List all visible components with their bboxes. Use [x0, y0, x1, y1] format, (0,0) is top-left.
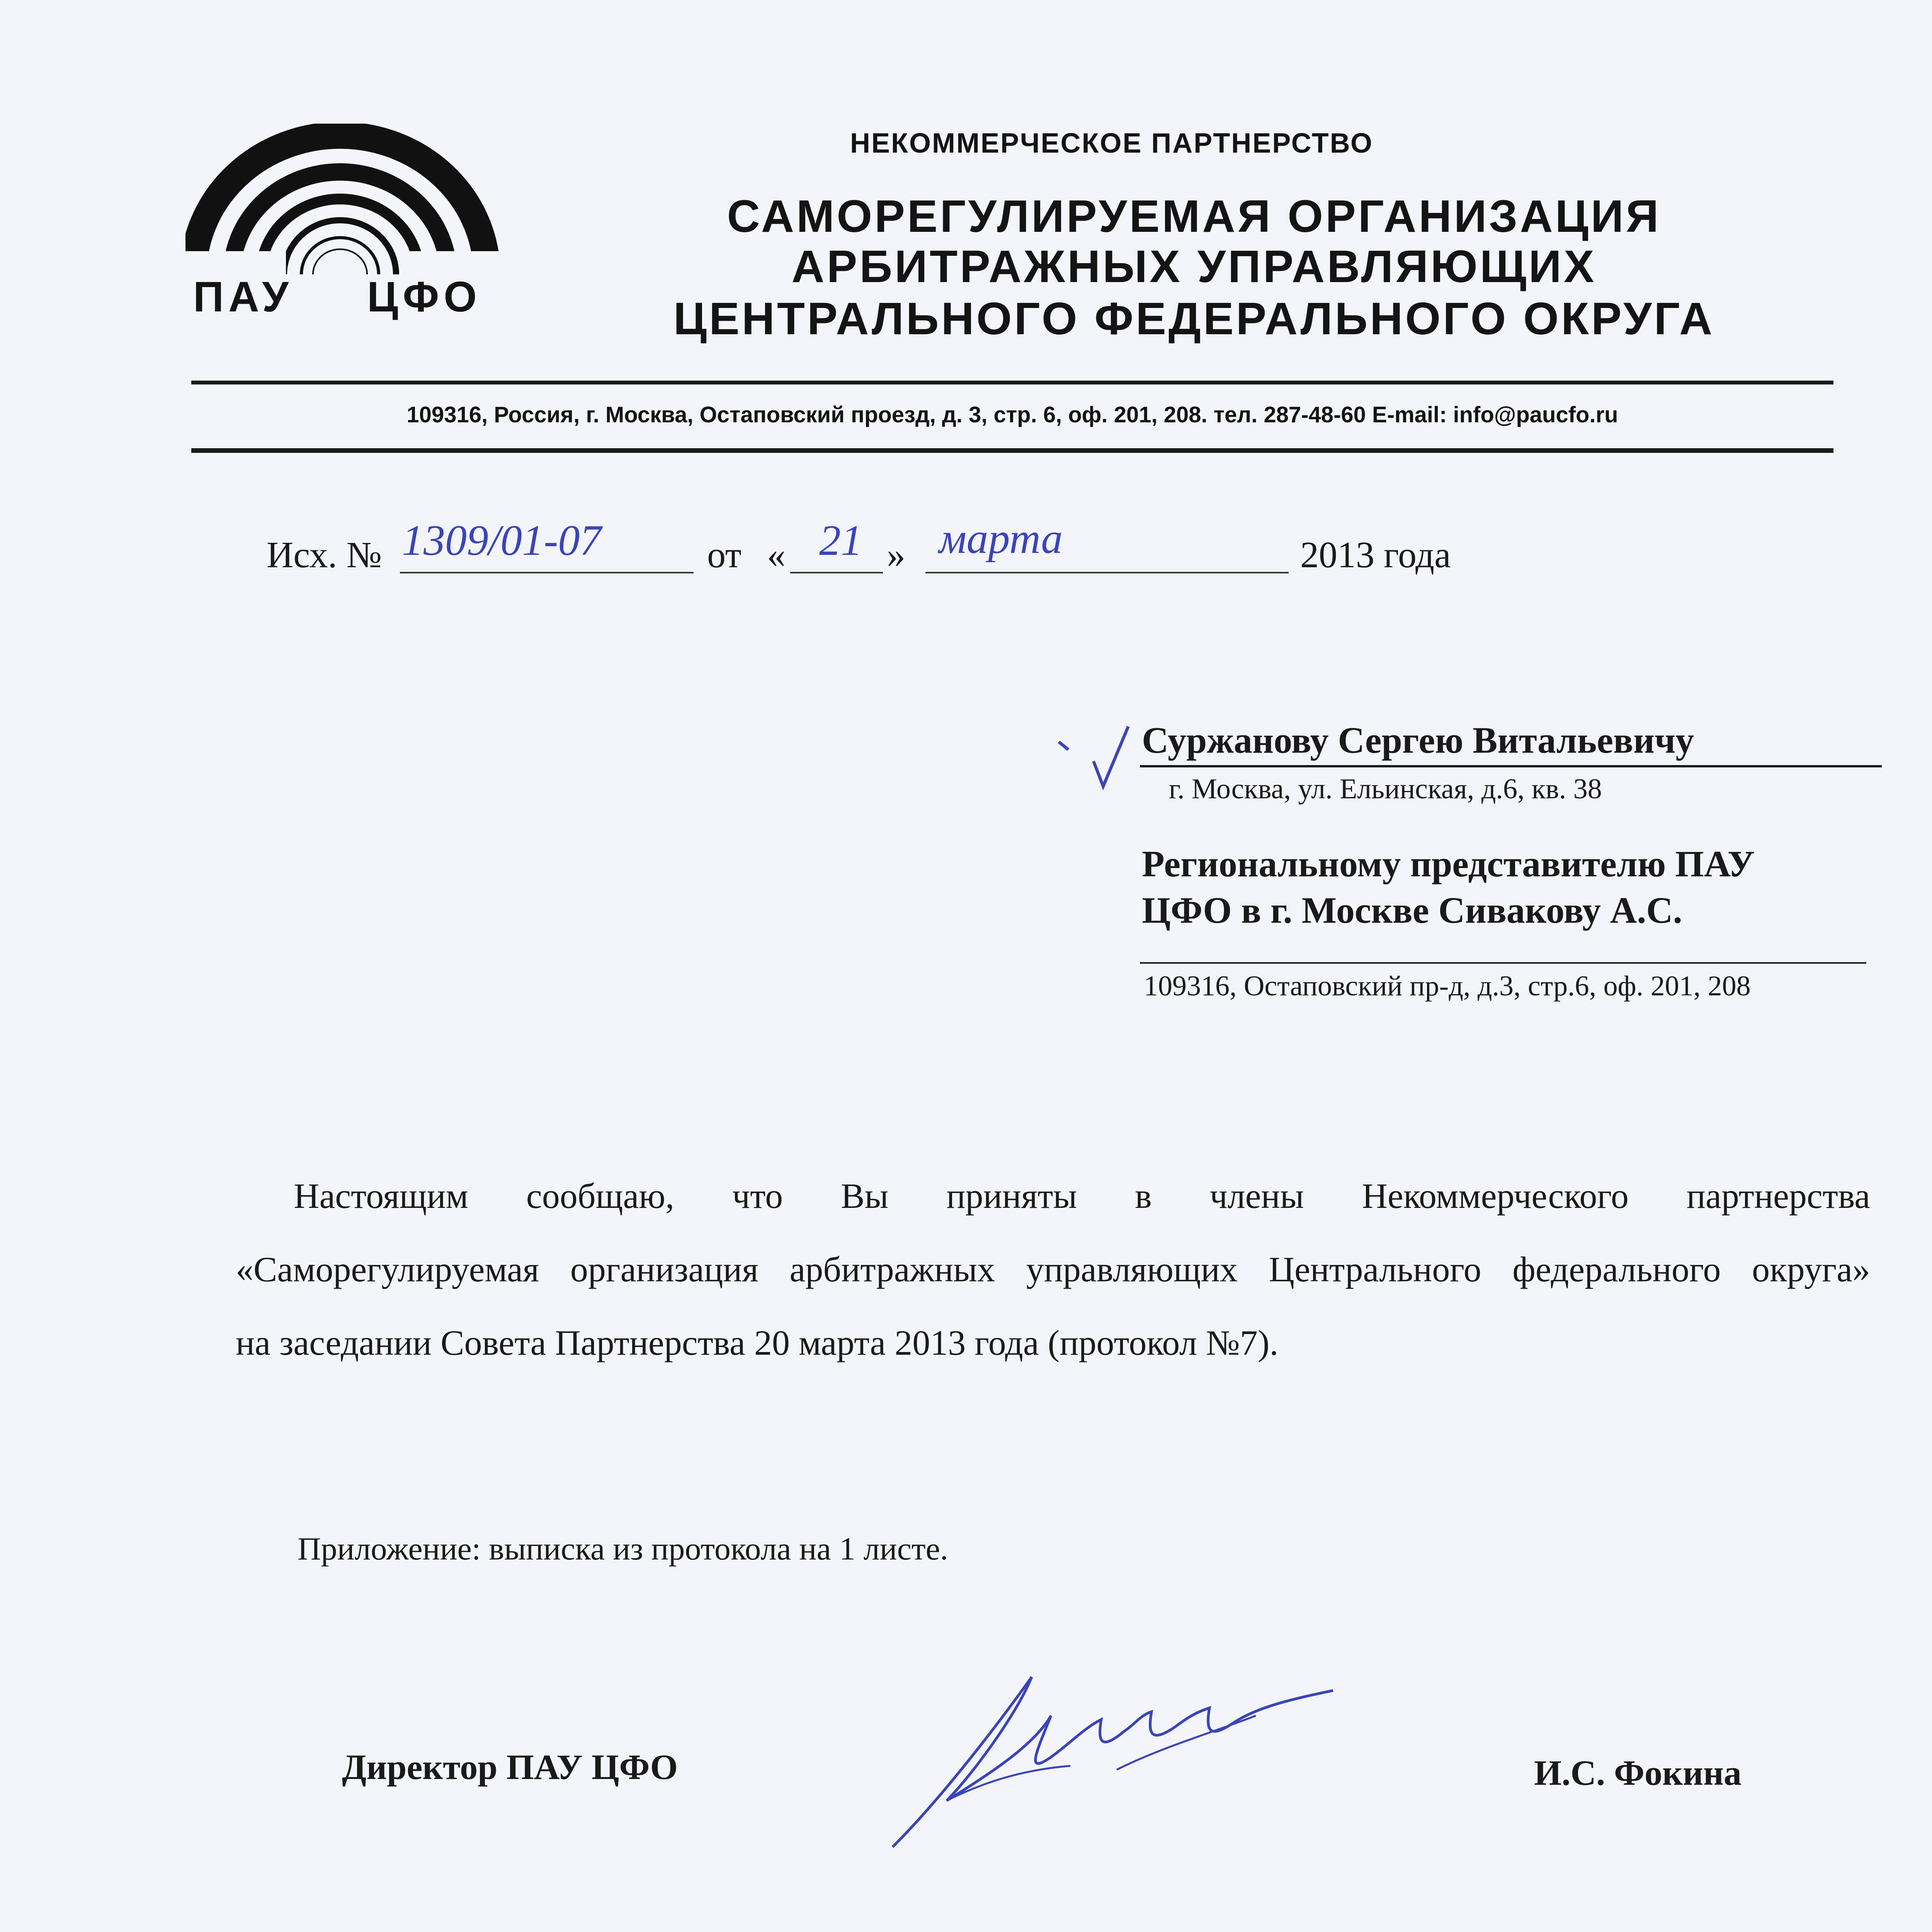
org-name-line-1: САМОРЕГУЛИРУЕМАЯ ОРГАНИЗАЦИЯ — [727, 191, 1661, 242]
logo-text-cfo: ЦФО — [367, 273, 481, 321]
ref-number-underline — [400, 572, 694, 573]
body-line-2: «Саморегулируемая организация арбитражных управляющих Центрального федерального округа» — [236, 1250, 1870, 1289]
attachment-note: Приложение: выписка из протокола на 1 листе. — [298, 1531, 948, 1567]
addressee-1-name: Суржанову Сергею Витальевичу — [1142, 719, 1694, 761]
ref-month-underline — [925, 572, 1289, 573]
ref-day: 21 — [819, 517, 862, 565]
addressee-1-underline — [1140, 765, 1882, 767]
signer-name: И.С. Фокина — [1534, 1753, 1742, 1793]
arc-logo-icon — [185, 124, 502, 278]
ref-quote-close: » — [887, 534, 905, 575]
addressee-1-address: г. Москва, ул. Ельинская, д.6, кв. 38 — [1169, 773, 1602, 805]
signature-icon — [869, 1654, 1372, 1862]
body-line-1: Настоящим сообщаю, что Вы приняты в члены Некоммерческого партнерства — [294, 1176, 1870, 1216]
org-name-line-2: АРБИТРАЖНЫХ УПРАВЛЯЮЩИХ — [791, 241, 1597, 292]
ref-quote-open: « — [767, 534, 786, 575]
org-logo — [185, 124, 502, 325]
logo-text-pau: ПАУ — [193, 273, 293, 321]
body-paragraph — [236, 1159, 1870, 1379]
ref-from-label: от — [707, 534, 742, 575]
body-line-3: на заседании Совета Партнерства 20 марта 2013 года (протокол №7). — [236, 1323, 1279, 1362]
ref-year: 2013 года — [1300, 534, 1451, 575]
signer-position: Директор ПАУ ЦФО — [342, 1747, 678, 1787]
ref-number: 1309/01-07 — [402, 517, 602, 565]
header-rule-bottom — [191, 448, 1833, 453]
addressee-2-name-line-2: ЦФО в г. Москве Сивакову А.С. — [1142, 889, 1682, 931]
org-name-line-3: ЦЕНТРАЛЬНОГО ФЕДЕРАЛЬНОГО ОКРУГА — [673, 293, 1715, 344]
addressee-2-address: 109316, Остаповский пр-д, д.3, стр.6, оф. 201, 208 — [1144, 970, 1751, 1002]
org-kind: НЕКОММЕРЧЕСКОЕ ПАРТНЕРСТВО — [850, 128, 1373, 159]
ref-prefix: Исх. № — [267, 534, 382, 575]
ref-month: марта — [939, 515, 1063, 563]
header-rule-top — [191, 381, 1833, 384]
ref-day-underline — [790, 572, 883, 573]
checkmark-icon — [1051, 719, 1144, 796]
org-address: 109316, Россия, г. Москва, Остаповский проезд, д. 3, стр. 6, оф. 201, 208. тел. 287-48-60 E-mail: info@paucfo.ru — [406, 402, 1618, 427]
addressee-2-underline — [1140, 962, 1866, 964]
addressee-2-name-line-1: Региональному представителю ПАУ — [1142, 843, 1755, 884]
